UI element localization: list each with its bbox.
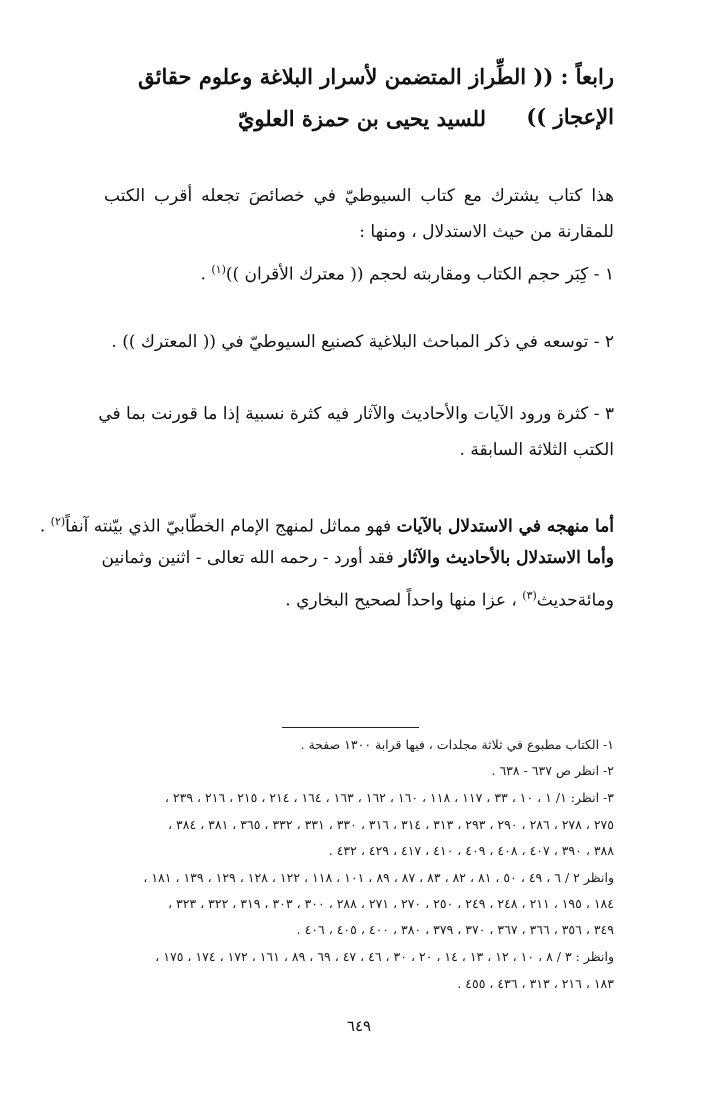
list-item-1 bbox=[201, 255, 614, 290]
footnote-separator bbox=[282, 727, 419, 728]
footnote-ref-3: (٣) bbox=[522, 589, 537, 602]
footnote-ref-2: (٢) bbox=[50, 515, 66, 528]
section-heading-author: للسيد يحيى بن حمزة العلويّ bbox=[237, 106, 487, 131]
paragraph-hadith-end: ، عزا منها واحداً لصحيح البخاري . bbox=[285, 590, 523, 611]
paragraph-verses-lead: أما منهجه في الاستدلال بالآيات bbox=[396, 516, 614, 537]
footnote-2: ٢- انظر ص ٦٣٧ - ٦٣٨ . bbox=[491, 763, 614, 778]
list-item-3-line1: ٣ - كثرة ورود الآيات والأحاديث والآثار فيه كثرة نسبية إذا ما قورنت بما في bbox=[98, 404, 614, 424]
footnote-3-line5: ١٨٤ ، ١٩٥ ، ٢١١ ، ٢٤٨ ، ٢٤٩ ، ٢٥٠ ، ٢٧٠ ، ٢٧١ ، ٢٨٨ ، ٣٠٠ ، ٣٠٣ ، ٣١٩ ، ٣٢٢ ، ٣٢٣ ، bbox=[168, 896, 614, 911]
paragraph-hadith-line2 bbox=[285, 581, 614, 616]
list-item-1-text: ١ - كِبَر حجم الكتاب ومقاربته لحجم (( معترك الأقران )) bbox=[225, 264, 614, 285]
paragraph-verses bbox=[40, 507, 614, 542]
section-heading: رابعاً : (( الطِّراز المتضمن لأسرار البلاغة وعلوم حقائق الإعجاز )) bbox=[138, 64, 614, 129]
paragraph-hadith-line1 bbox=[101, 543, 614, 573]
list-item-3-line2: الكتب الثلاثة السابقة . bbox=[459, 440, 614, 460]
footnote-3-line4: وانظر ٢ / ٦ ، ٤٩ ، ٥٠ ، ٨١ ، ٨٢ ، ٨٣ ، ٨٧ ، ٨٩ ، ١٠١ ، ١١٨ ، ١٢٢ ، ١٢٨ ، ١٢٩ ، ١٣٩ ، ١٨١ ، bbox=[143, 870, 614, 885]
paragraph-verses-end: . bbox=[39, 516, 51, 537]
footnote-ref-1: (١) bbox=[211, 263, 226, 276]
paragraph-hadith-lead: وأما الاستدلال بالأحاديث والآثار bbox=[399, 548, 614, 568]
list-item-1-end: . bbox=[200, 264, 212, 285]
footnote-3-line3: ٣٨٨ ، ٣٩٠ ، ٤٠٧ ، ٤٠٨ ، ٤٠٩ ، ٤١٠ ، ٤١٧ ، ٤٢٩ ، ٤٣٢ . bbox=[328, 843, 614, 858]
footnote-3-line2: ٢٧٥ ، ٢٧٨ ، ٢٨٦ ، ٢٩٠ ، ٢٩٣ ، ٣١٣ ، ٣١٤ ، ٣١٦ ، ٣٣٠ ، ٣٣١ ، ٣٣٢ ، ٣٦٥ ، ٣٨١ ، ٣٨٤ ، bbox=[168, 817, 614, 832]
list-item-2: ٢ - توسعه في ذكر المباحث البلاغية كصنيع السيوطيّ في (( المعترك )) . bbox=[111, 332, 614, 352]
paragraph-intro-line1: هذا كتاب يشترك مع كتاب السيوطيّ في خصائصَ تجعله أقرب الكتب bbox=[104, 186, 614, 206]
paragraph-verses-text: فهو مماثل لمنهج الإمام الخطّابيّ الذي بيّنته آنفاً bbox=[65, 516, 397, 537]
footnote-3-line6: ٣٤٩ ، ٣٥٦ ، ٣٦٦ ، ٣٦٧ ، ٣٧٠ ، ٣٧٩ ، ٣٨٠ ، ٤٠٠ ، ٤٠٥ ، ٤٠٦ . bbox=[296, 922, 614, 937]
footnote-3-line7: وانظر : ٣ / ٨ ، ١٠ ، ١٢ ، ١٣ ، ١٤ ، ٢٠ ، ٣٠ ، ٤٦ ، ٤٧ ، ٦٩ ، ٨٩ ، ١٦١ ، ١٧٢ ، ١٧٤ ، ١٧٥ ، bbox=[155, 949, 614, 964]
page-number: ٦٤٩ bbox=[346, 1017, 372, 1035]
paragraph-hadith-text: فقد أورد - رحمه الله تعالى - اثنين وثمانين bbox=[101, 548, 400, 568]
paragraph-hadith-count: ومائةحديث bbox=[536, 590, 614, 611]
footnote-1: ١- الكتاب مطبوع في ثلاثة مجلدات ، فيها قرابة ١٣٠٠ صفحة . bbox=[300, 737, 614, 752]
footnote-3-line1: ٣- انظر: ١/ ١ ، ١٠ ، ٣٣ ، ١١٧ ، ١١٨ ، ١٦٠ ، ١٦٢ ، ١٦٣ ، ١٦٤ ، ٢١٤ ، ٢١٥ ، ٢١٦ ، ٢٣٩ ، bbox=[164, 790, 614, 805]
paragraph-intro-line2: للمقارنة من حيث الاستدلال ، ومنها : bbox=[359, 222, 614, 242]
footnote-3-line8: ١٨٣ ، ٢١٦ ، ٣١٣ ، ٤٣٦ ، ٤٥٥ . bbox=[457, 976, 614, 991]
